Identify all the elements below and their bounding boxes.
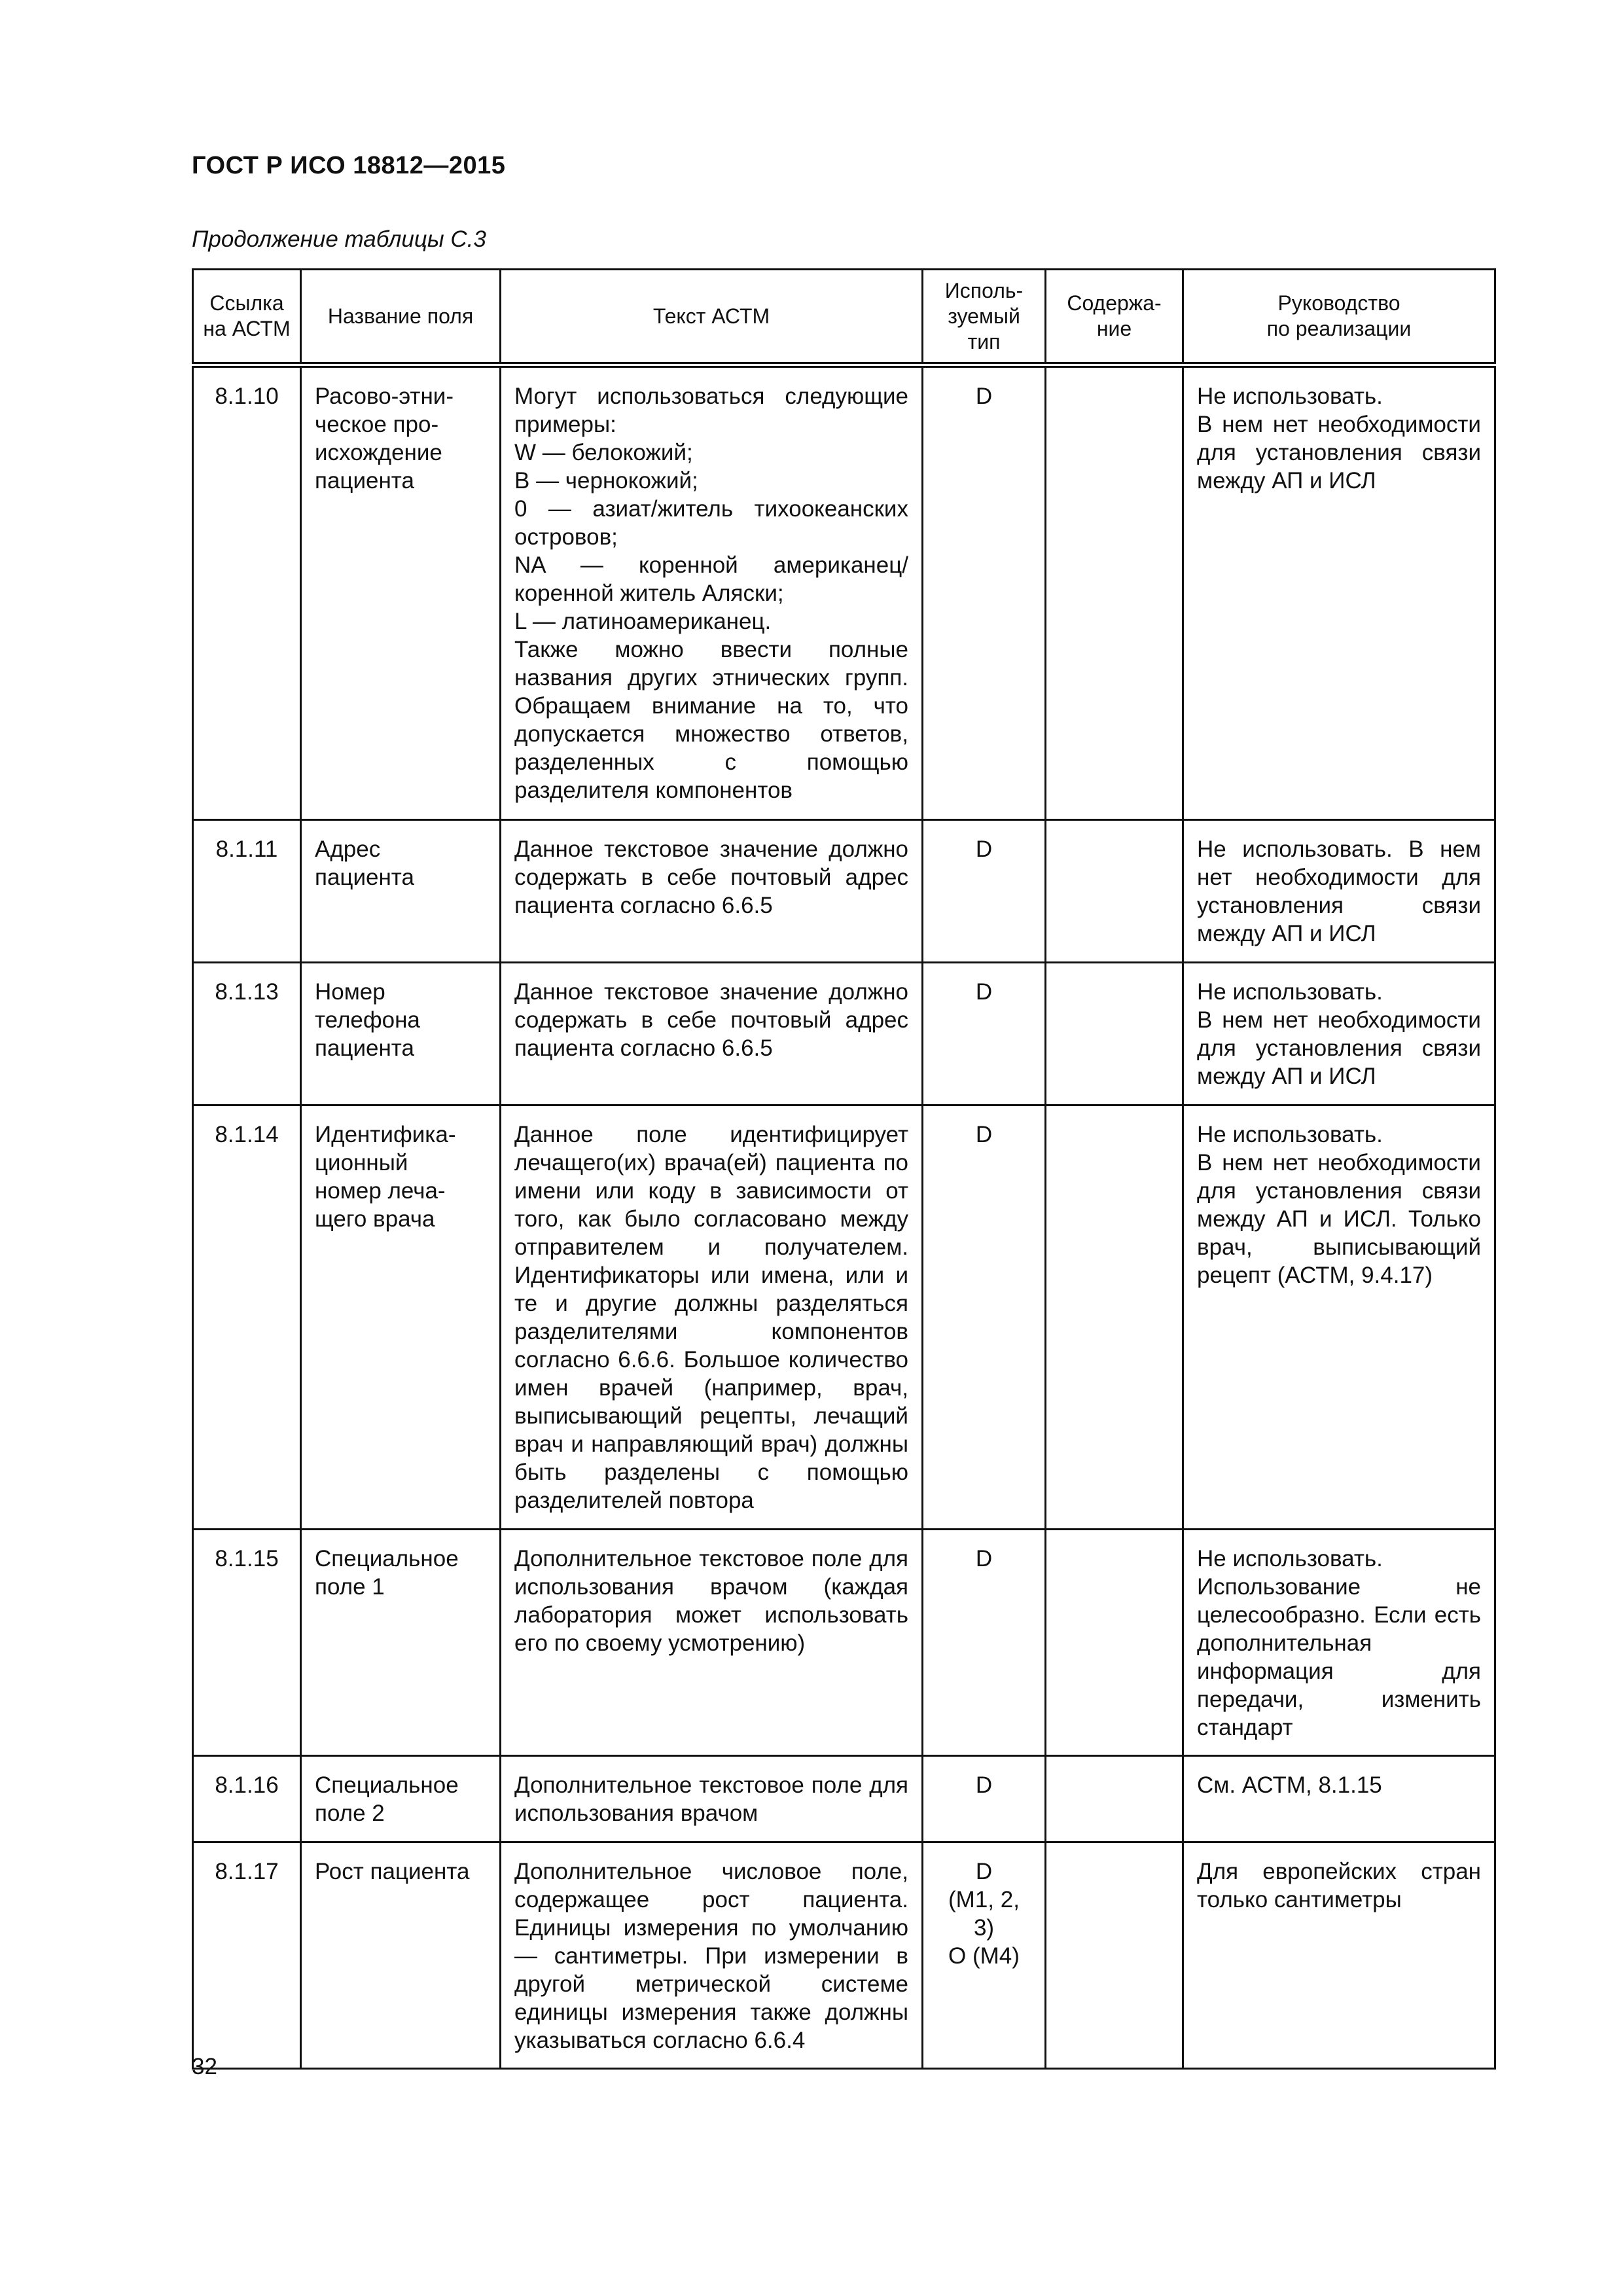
astm-text-paragraph: B — чернокожий; <box>514 468 698 493</box>
used-type-line: D <box>975 1546 993 1571</box>
content-cell <box>1046 365 1183 820</box>
content-cell <box>1046 1530 1183 1756</box>
astm-text-paragraph: L — латиноамериканец. <box>514 609 772 634</box>
astm-text-cell <box>501 963 923 1105</box>
content-cell <box>1046 1842 1183 2069</box>
implementation-guide-cell <box>1183 365 1495 820</box>
astm-ref-cell: 8.1.14 <box>193 1105 301 1530</box>
astm-text-paragraph: Дополнительное числовое поле, содержащее рост пациента. Единицы измерения по умолчанию — сантиметры. При измерении в другой метрической системе единицы измерения также должны указываться согласно 6.6.4 <box>514 1859 908 2053</box>
used-type-cell <box>923 1530 1046 1756</box>
implementation-guide-paragraph: Не использовать. <box>1197 1122 1383 1147</box>
column-header-line: Название поля <box>327 304 474 328</box>
table-body <box>193 365 1495 2069</box>
used-type-cell <box>923 1842 1046 2069</box>
astm-text-paragraph: 0 — азиат/житель тихоокеанских островов; <box>514 496 908 550</box>
field-name-line: ционный <box>315 1150 408 1175</box>
column-header-line: ние <box>1096 317 1132 340</box>
used-type-cell <box>923 1756 1046 1842</box>
astm-text-paragraph: Могут использоваться следующие примеры: <box>514 384 908 437</box>
field-name-cell <box>301 1105 501 1530</box>
implementation-guide-paragraph: Не использовать. <box>1197 979 1383 1005</box>
column-header-line: Содержа- <box>1067 291 1162 315</box>
field-name-cell <box>301 820 501 963</box>
table-header <box>193 270 1495 365</box>
page-number: 32 <box>192 2054 217 2079</box>
column-header-astm-text <box>501 270 923 365</box>
implementation-guide-paragraph: В нем нет необходимости для установления связи между АП и ИСЛ <box>1197 1007 1481 1089</box>
column-header-line: Ссылка <box>209 291 284 315</box>
used-type-cell <box>923 1105 1046 1530</box>
astm-fields-table <box>192 268 1496 2070</box>
astm-text-cell <box>501 1842 923 2069</box>
astm-text-paragraph: Дополнительное текстовое поле для использования врачом <box>514 1772 908 1826</box>
implementation-guide-paragraph: См. АСТМ, 8.1.15 <box>1197 1772 1382 1798</box>
astm-text-cell <box>501 1105 923 1530</box>
implementation-guide-cell <box>1183 963 1495 1105</box>
astm-ref-cell: 8.1.16 <box>193 1756 301 1842</box>
column-header-implementation-guide <box>1183 270 1495 365</box>
used-type-line: D <box>975 836 993 862</box>
astm-text-cell <box>501 1530 923 1756</box>
astm-text-cell <box>501 1756 923 1842</box>
used-type-cell <box>923 963 1046 1105</box>
astm-text-paragraph: Данное поле идентифицирует лечащего(их) врача(ей) пациента по имени или коду в зависимости от того, как было согласовано между отправителем и получателем. Идентификаторы или имена, или и те и другие должны разделяться разделителями компонентов согласно 6.6.6. Большое количество имен врачей (например, врач, выписывающий рецепты, лечащий врач и направляющий врач) должны быть разделены с помощью разделителей повтора <box>514 1122 908 1513</box>
implementation-guide-paragraph: В нем нет необходимости для установления связи между АП и ИСЛ <box>1197 412 1481 493</box>
field-name-line: Специальное <box>315 1546 459 1571</box>
field-name-cell <box>301 1756 501 1842</box>
column-header-line: Исполь- <box>944 278 1024 302</box>
column-header-line: на АСТМ <box>203 317 291 340</box>
used-type-line: D <box>975 979 993 1005</box>
astm-text-paragraph: NA — коренной американец/коренной житель Аляски; <box>514 552 908 606</box>
astm-ref-cell: 8.1.11 <box>193 820 301 963</box>
table-row <box>193 1842 1495 2069</box>
content-cell <box>1046 1756 1183 1842</box>
field-name-line: Расово-этни- <box>315 384 454 409</box>
astm-ref-cell: 8.1.10 <box>193 365 301 820</box>
field-name-line: Адрес <box>315 836 381 862</box>
table-row <box>193 1530 1495 1756</box>
table-row <box>193 365 1495 820</box>
astm-text-cell <box>501 820 923 963</box>
field-name-line: поле 1 <box>315 1574 385 1600</box>
column-header-astm-ref <box>193 270 301 365</box>
field-name-cell <box>301 365 501 820</box>
field-name-line: ческое про- <box>315 412 439 437</box>
field-name-line: Идентифика- <box>315 1122 456 1147</box>
implementation-guide-paragraph: Для европейских стран только сантиметры <box>1197 1859 1481 1912</box>
field-name-line: телефона <box>315 1007 420 1033</box>
astm-ref-cell: 8.1.17 <box>193 1842 301 2069</box>
column-header-line: Руководство <box>1277 291 1400 315</box>
used-type-line: D <box>975 1772 993 1798</box>
field-name-line: номер леча- <box>315 1178 446 1204</box>
used-type-cell <box>923 820 1046 963</box>
table-row <box>193 820 1495 963</box>
field-name-line: Специальное <box>315 1772 459 1798</box>
field-name-cell <box>301 963 501 1105</box>
field-name-line: Рост пациента <box>315 1859 470 1884</box>
implementation-guide-paragraph: В нем нет необходимости для установления связи между АП и ИСЛ. Только врач, выписывающий рецепт (АСТМ, 9.4.17) <box>1197 1150 1481 1288</box>
field-name-cell <box>301 1530 501 1756</box>
field-name-line: пациента <box>315 865 414 890</box>
column-header-line: зуемый <box>948 304 1020 328</box>
field-name-line: исхождение <box>315 440 442 465</box>
column-header-line: тип <box>967 329 1001 353</box>
implementation-guide-paragraph: Использование не целесообразно. Если есть дополнительная информация для передачи, изменить стандарт <box>1197 1574 1481 1740</box>
astm-ref-cell: 8.1.15 <box>193 1530 301 1756</box>
implementation-guide-paragraph: Не использовать. <box>1197 1546 1383 1571</box>
implementation-guide-cell <box>1183 1530 1495 1756</box>
table-row <box>193 1105 1495 1530</box>
astm-ref-cell: 8.1.13 <box>193 963 301 1105</box>
table-row <box>193 963 1495 1105</box>
used-type-line: D <box>975 384 993 409</box>
astm-text-paragraph: Дополнительное текстовое поле для использования врачом (каждая лаборатория может использовать его по своему усмотрению) <box>514 1546 908 1656</box>
column-header-content <box>1046 270 1183 365</box>
implementation-guide-cell <box>1183 1105 1495 1530</box>
astm-text-paragraph: Также можно ввести полные названия других этнических групп. Обращаем внимание на то, что допускается множество ответов, разделенных с помощью разделителя компонентов <box>514 637 908 803</box>
content-cell <box>1046 820 1183 963</box>
column-header-field-name <box>301 270 501 365</box>
astm-text-paragraph: W — белокожий; <box>514 440 693 465</box>
column-header-used-type <box>923 270 1046 365</box>
field-name-line: поле 2 <box>315 1801 385 1826</box>
astm-text-paragraph: Данное текстовое значение должно содержать в себе почтовый адрес пациента согласно 6.6.5 <box>514 836 908 918</box>
table-continuation-caption: Продолжение таблицы С.3 <box>192 226 486 252</box>
implementation-guide-paragraph: Не использовать. В нем нет необходимости для установления связи между АП и ИСЛ <box>1197 836 1481 946</box>
field-name-cell <box>301 1842 501 2069</box>
implementation-guide-cell <box>1183 1842 1495 2069</box>
field-name-line: пациента <box>315 1035 414 1061</box>
used-type-line: D <box>975 1859 993 1884</box>
column-header-line: Текст АСТМ <box>652 304 770 328</box>
table-header-row <box>193 270 1495 365</box>
content-cell <box>1046 1105 1183 1530</box>
implementation-guide-cell <box>1183 820 1495 963</box>
table-row <box>193 1756 1495 1842</box>
field-name-line: пациента <box>315 468 414 493</box>
implementation-guide-cell <box>1183 1756 1495 1842</box>
used-type-line: D <box>975 1122 993 1147</box>
field-name-line: щего врача <box>315 1206 435 1232</box>
implementation-guide-paragraph: Не использовать. <box>1197 384 1383 409</box>
astm-text-paragraph: Данное текстовое значение должно содержать в себе почтовый адрес пациента согласно 6.6.5 <box>514 979 908 1061</box>
astm-text-cell <box>501 365 923 820</box>
field-name-line: Номер <box>315 979 385 1005</box>
used-type-cell <box>923 365 1046 820</box>
used-type-line: (M1, 2, 3) <box>948 1887 1020 1941</box>
column-header-line: по реализации <box>1266 317 1412 340</box>
document-code-heading: ГОСТ Р ИСО 18812—2015 <box>192 152 506 179</box>
content-cell <box>1046 963 1183 1105</box>
used-type-line: O (M4) <box>948 1943 1020 1969</box>
